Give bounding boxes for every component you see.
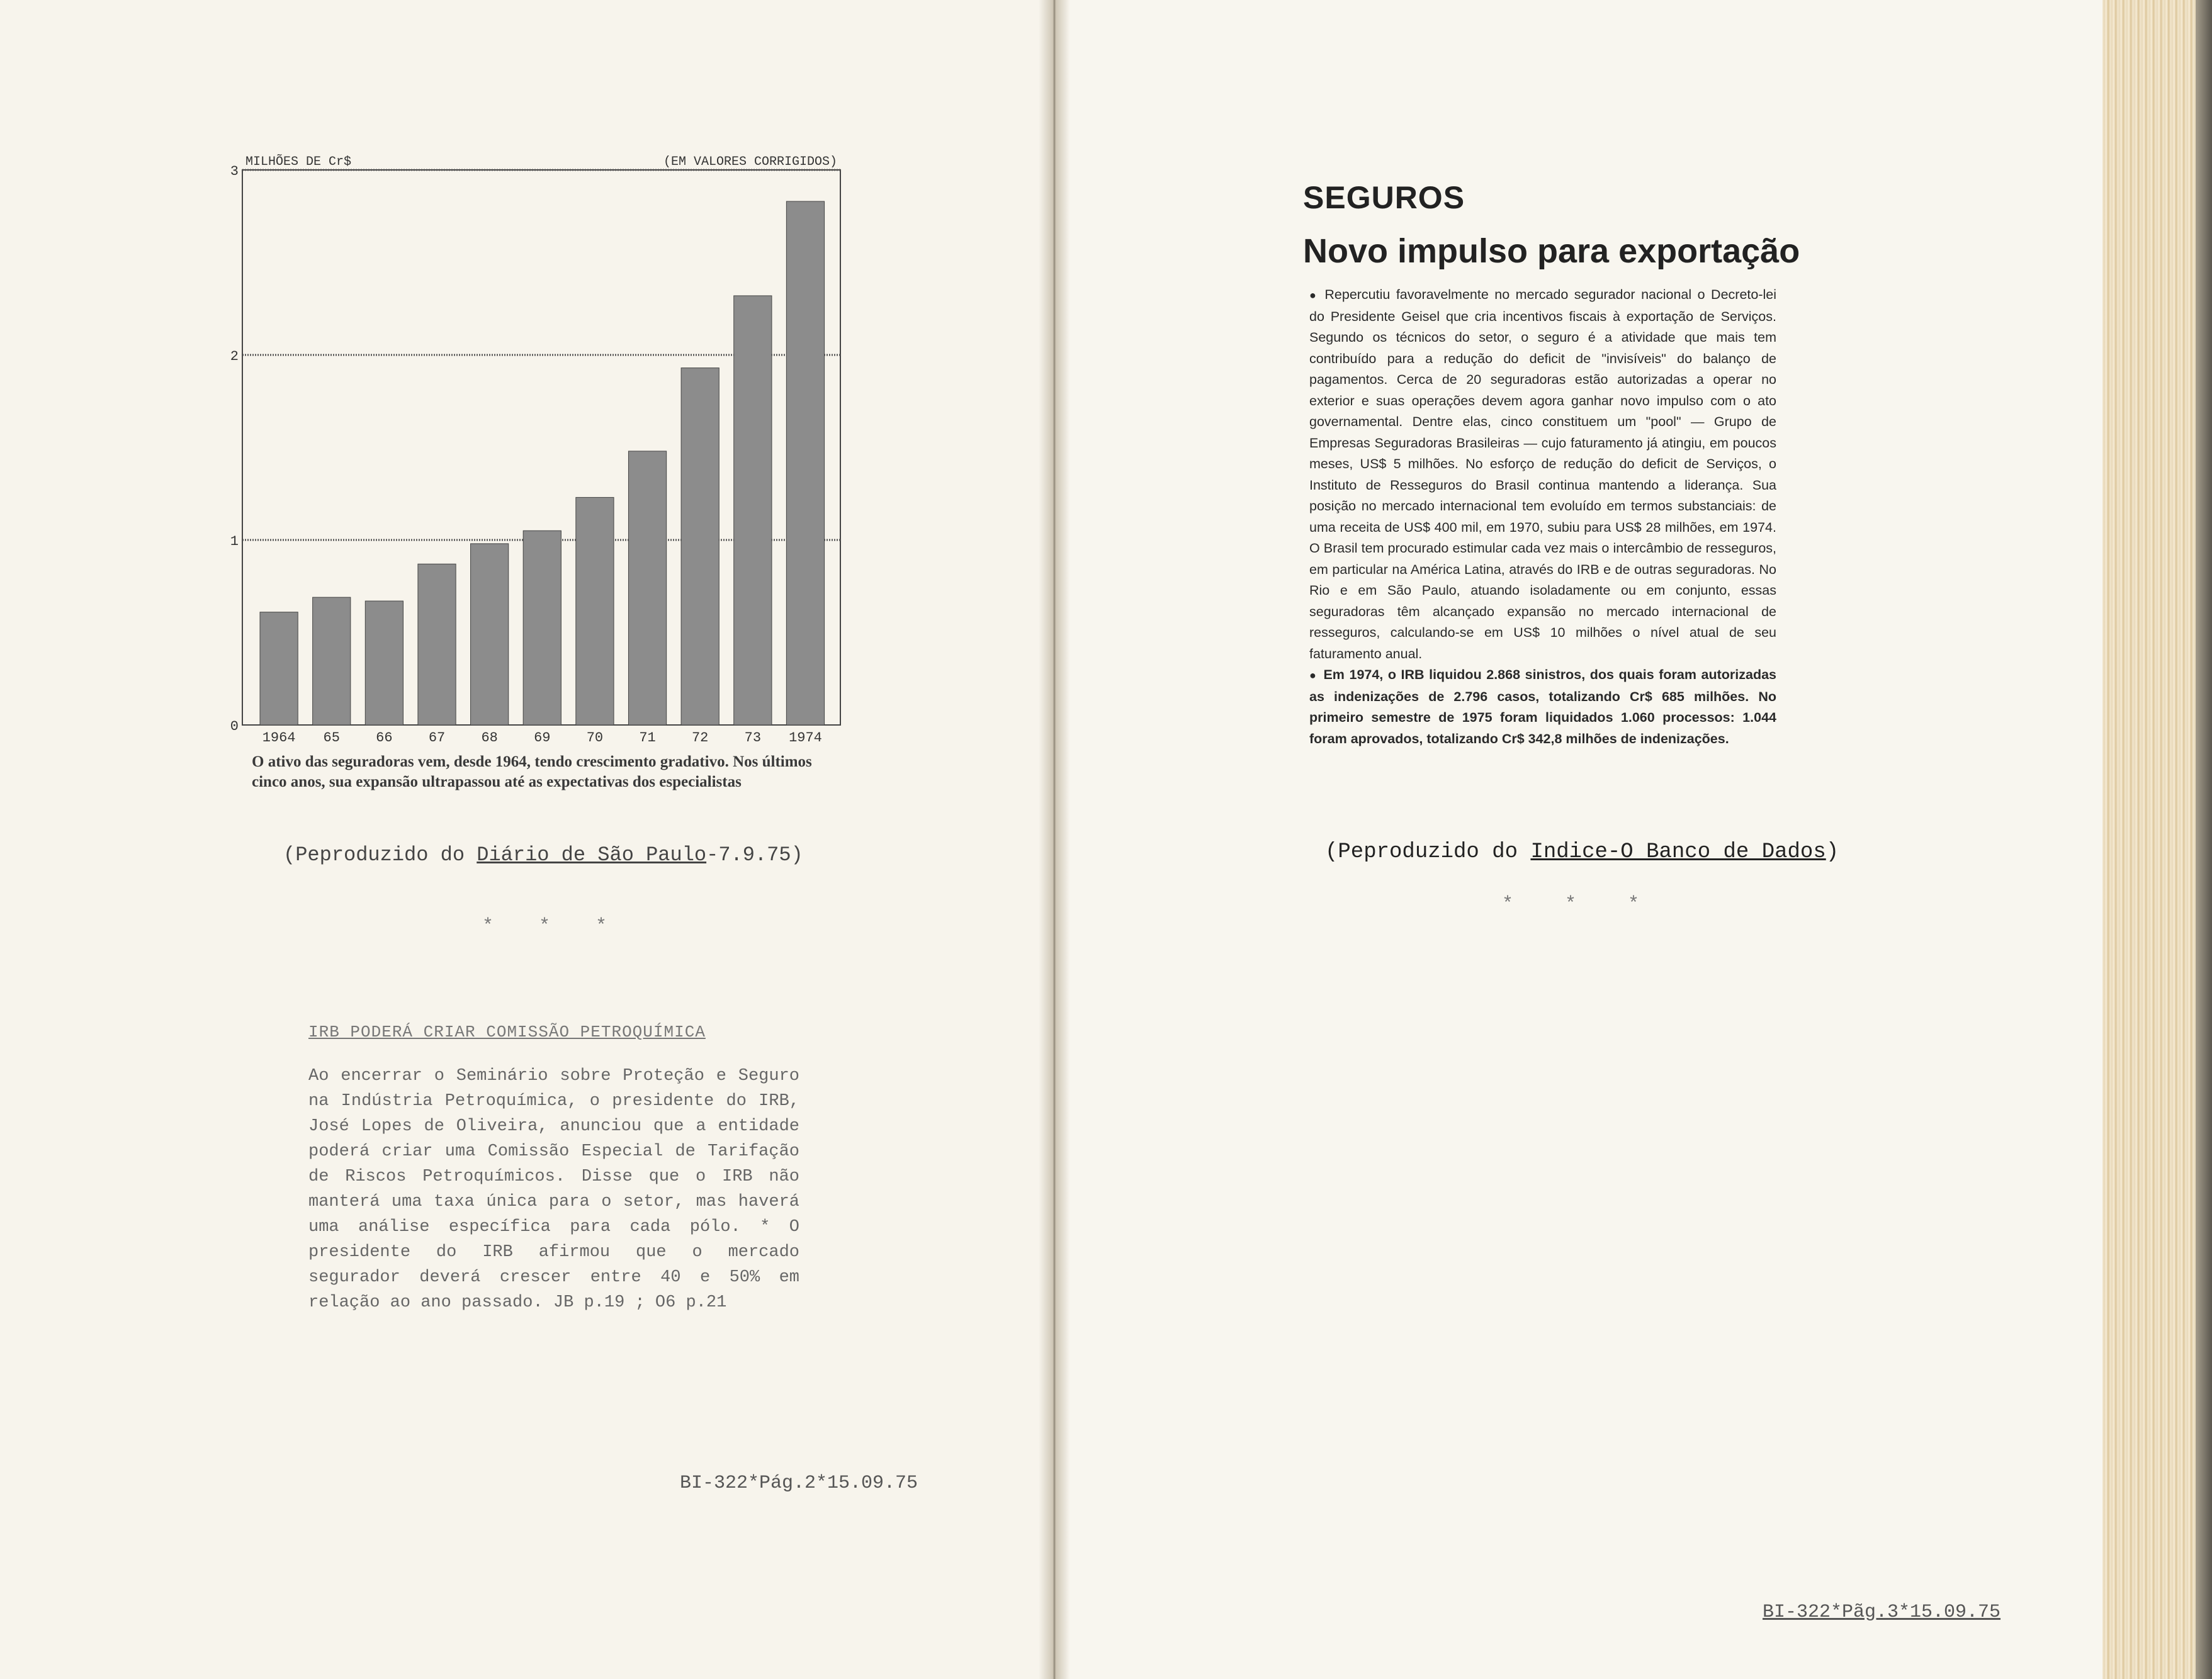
assets-bar-chart [230,151,844,746]
article-paragraph [1309,284,1776,665]
x-tick-label: 73 [744,730,762,746]
x-tick-label: 72 [691,730,709,746]
star: * [1501,894,1513,915]
credit-source: Indice-O Banco de Dados [1530,840,1826,864]
chart-bar [365,601,403,725]
credit-prefix: (Peproduzido do [283,843,477,867]
credit-line-left [283,843,803,867]
paragraph-1-text: Repercutiu favoravelmente no mercado segurador nacional o Decreto-lei do Presidente Geisel que cria incentivos fiscais à exportação de Serviços. Segundo os técnicos do setor, o seguro é a atividade que mais tem contribuído para a redução do deficit de "invisíveis" do balanço de pagamentos. Cerca de 20 seguradoras estão autorizadas a operar no exterior e suas operações devem agora ganhar novo impulso com o ato governamental. Dentre elas, cinco constituem um "pool" — Grupo de Empresas Seguradoras Brasileiras — cujo faturamento já atingiu, em poucos meses, US$ 5 milhões. No esforço de redução do deficit de Serviços, o Instituto de Resseguros do Brasil continua mantendo a liderança. Sua posição no mercado internacional tem evoluído em termos substanciais: de uma receita de US$ 400 mil, em 1970, subiu para US$ 28 milhões, em 1974. O Brasil tem procurado estimular cada vez mais o intercâmbio de resseguros, em particular na América Latina, através do IRB e de outras seguradoras. No Rio e em São Paulo, atuando isoladamente ou em conjunto, essas seguradoras têm alcançado expansão no mercado internacional de resseguros, calculando-se em US$ 10 milhões o nível atual de seu faturamento anual. [1309,287,1777,661]
chart-bar [471,544,509,725]
bullet-dot-icon: ● [1309,669,1318,682]
separator-stars-left [460,916,629,937]
irb-article-title: IRB PODERÁ CRIAR COMISSÃO PETROQUÍMICA [308,1023,706,1042]
x-tick-label: 70 [586,730,604,746]
article-body [1309,284,1776,750]
paragraph-2-text: Em 1974, o IRB liquidou 2.868 sinistros, dos quais foram autorizadas as indenizações de 2.796 casos, totalizando Cr$ 685 milhões. No primeiro semestre de 1975 foram liquidados 1.060 processos: 1.044 foram aprovados, totalizando Cr$ 342,8 milhões de indenizações. [1309,667,1777,746]
y-tick-label: 3 [230,164,239,179]
x-tick-label: 66 [376,730,393,746]
credit-suffix: ) [1825,840,1839,864]
article-paragraph [1309,665,1776,750]
book-gutter [1039,0,1070,1679]
page-footer-left: BI-322*Pág.2*15.09.75 [680,1473,918,1494]
star: * [538,916,550,937]
y-tick-label: 2 [230,349,239,364]
x-tick-label: 65 [323,730,340,746]
x-tick-label: 1964 [262,730,296,746]
x-tick-label: 69 [534,730,551,746]
chart-bar [681,368,719,725]
chart-note: (EM VALORES CORRIGIDOS) [663,155,837,169]
chart-bar [734,296,772,725]
star: * [1627,894,1639,915]
book-page-edges [2102,0,2212,1679]
credit-prefix: (Peproduzido do [1325,840,1531,864]
chart-plot-area [230,164,840,746]
chart-bar [628,451,666,725]
x-tick-label: 1974 [789,730,822,746]
y-tick-label: 1 [230,534,239,549]
bullet-dot-icon: ● [1309,289,1319,301]
irb-article-body: Ao encerrar o Seminário sobre Proteção e Seguro na Indústria Petroquímica, o presidente do IRB, José Lopes de Oliveira, anunciou que a entidade poderá criar uma Comissão Especial de Tarifação de Riscos Petroquímicos. Disse que o IRB não manterá uma taxa única para o setor, mas haverá uma análise específica para cada pólo. * O presidente do IRB afirmou que o mercado segurador deverá crescer entre 40 e 50% em relação ao ano passado. JB p.19 ; O6 p.21 [308,1067,799,1312]
y-tick-label: 0 [230,719,239,734]
section-title: SEGUROS [1303,180,1465,215]
credit-source: Diário de São Paulo [477,843,707,867]
chart-bar [418,564,456,725]
chart-bar [260,612,298,725]
star: * [595,916,607,937]
star: * [1564,894,1576,915]
chart-y-axis-label: MILHÕES DE Cr$ [245,155,352,169]
chart-caption: O ativo das seguradoras vem, desde 1964, tendo crescimento gradativo. Nos últimos cinco anos, sua expansão ultrapassou até as expectativas dos especialistas [252,753,812,790]
credit-line-right [1325,840,1839,864]
chart-bar [786,201,824,725]
x-tick-label: 67 [428,730,446,746]
chart-bar [523,531,561,725]
x-tick-label: 68 [481,730,498,746]
page-footer-right: BI-322*Pãg.3*15.09.75 [1763,1602,2001,1623]
chart-bar [313,597,351,725]
x-tick-label: 71 [639,730,656,746]
star: * [482,916,494,937]
separator-stars-right [1476,894,1665,915]
chart-bar [576,497,614,725]
credit-suffix: -7.9.75) [706,843,803,867]
article-headline: Novo impulso para exportação [1303,232,1800,270]
